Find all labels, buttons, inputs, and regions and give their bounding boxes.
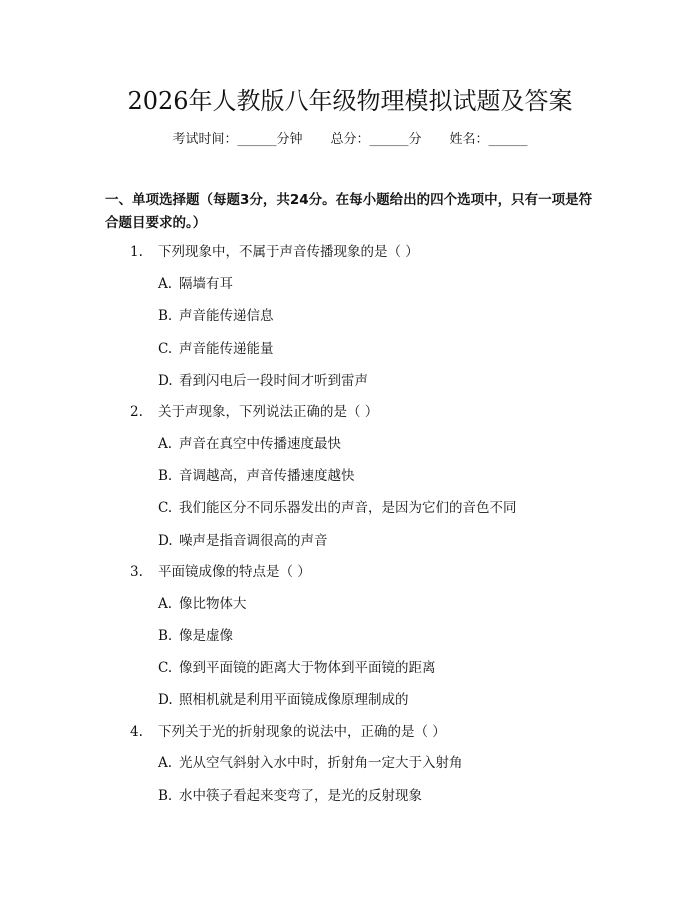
question-2 [130,402,378,422]
option-text: 音调越高，声音传播速度越快 [179,468,355,484]
option-text: 像是虚像 [179,628,233,644]
question-2-option-d [158,531,328,551]
question-2-option-b [158,466,355,486]
question-1-option-b [158,306,274,326]
option-letter: A. [158,755,173,771]
question-number: 1. [130,244,143,260]
option-text: 隔墙有耳 [179,276,233,292]
option-text: 噪声是指音调很高的声音 [179,533,328,549]
page-title: 2026年人教版八年级物理模拟试题及答案 [127,87,573,115]
exam-time-field: 考试时间：______分钟 [172,132,303,147]
option-letter: A. [158,436,173,452]
student-name-field: 姓名：______ [449,132,528,147]
option-letter: A. [158,596,173,612]
question-3-option-d [158,690,409,710]
option-text: 水中筷子看起来变弯了，是光的反射现象 [179,788,422,804]
option-text: 光从空气斜射入水中时，折射角一定大于入射角 [179,755,463,771]
question-1-option-c [158,339,274,359]
option-letter: B. [158,628,173,644]
option-letter: D. [158,533,173,549]
option-text: 照相机就是利用平面镜成像原理制成的 [179,692,409,708]
option-letter: A. [158,276,173,292]
option-text: 像比物体大 [179,596,247,612]
question-1-option-d [158,371,368,391]
question-3-option-b [158,626,233,646]
question-number: 2. [130,404,143,420]
exam-info-line [0,130,700,150]
question-4-option-b [158,786,422,806]
question-2-option-c [158,498,517,518]
option-text: 看到闪电后一段时间才听到雷声 [179,373,368,389]
question-4-option-a [158,753,463,773]
option-text: 我们能区分不同乐器发出的声音，是因为它们的音色不同 [179,500,517,516]
question-text: 关于声现象，下列说法正确的是（ ） [158,404,379,420]
question-3 [130,562,311,582]
question-text: 平面镜成像的特点是（ ） [158,564,311,580]
option-letter: B. [158,788,173,804]
option-letter: B. [158,468,173,484]
question-1 [130,242,419,262]
option-letter: C. [158,500,173,516]
question-text: 下列关于光的折射现象的说法中，正确的是（ ） [158,724,446,740]
total-score-field: 总分：______分 [330,132,422,147]
option-text: 像到平面镜的距离大于物体到平面镜的距离 [179,660,436,676]
question-number: 4. [130,724,143,740]
question-number: 3. [130,564,143,580]
section-heading: 一、单项选择题（每题3分，共24分。在每小题给出的四个选项中，只有一项是符合题目要求的。） [105,192,593,231]
option-letter: D. [158,373,173,389]
option-text: 声音能传递能量 [179,341,274,357]
option-letter: D. [158,692,173,708]
question-text: 下列现象中，不属于声音传播现象的是（ ） [158,244,419,260]
question-3-option-a [158,594,247,614]
question-2-option-a [158,434,341,454]
question-3-option-c [158,658,436,678]
option-text: 声音在真空中传播速度最快 [179,436,341,452]
option-letter: C. [158,660,173,676]
question-1-option-a [158,274,233,294]
option-text: 声音能传递信息 [179,308,274,324]
question-4 [130,722,446,742]
option-letter: C. [158,341,173,357]
option-letter: B. [158,308,173,324]
